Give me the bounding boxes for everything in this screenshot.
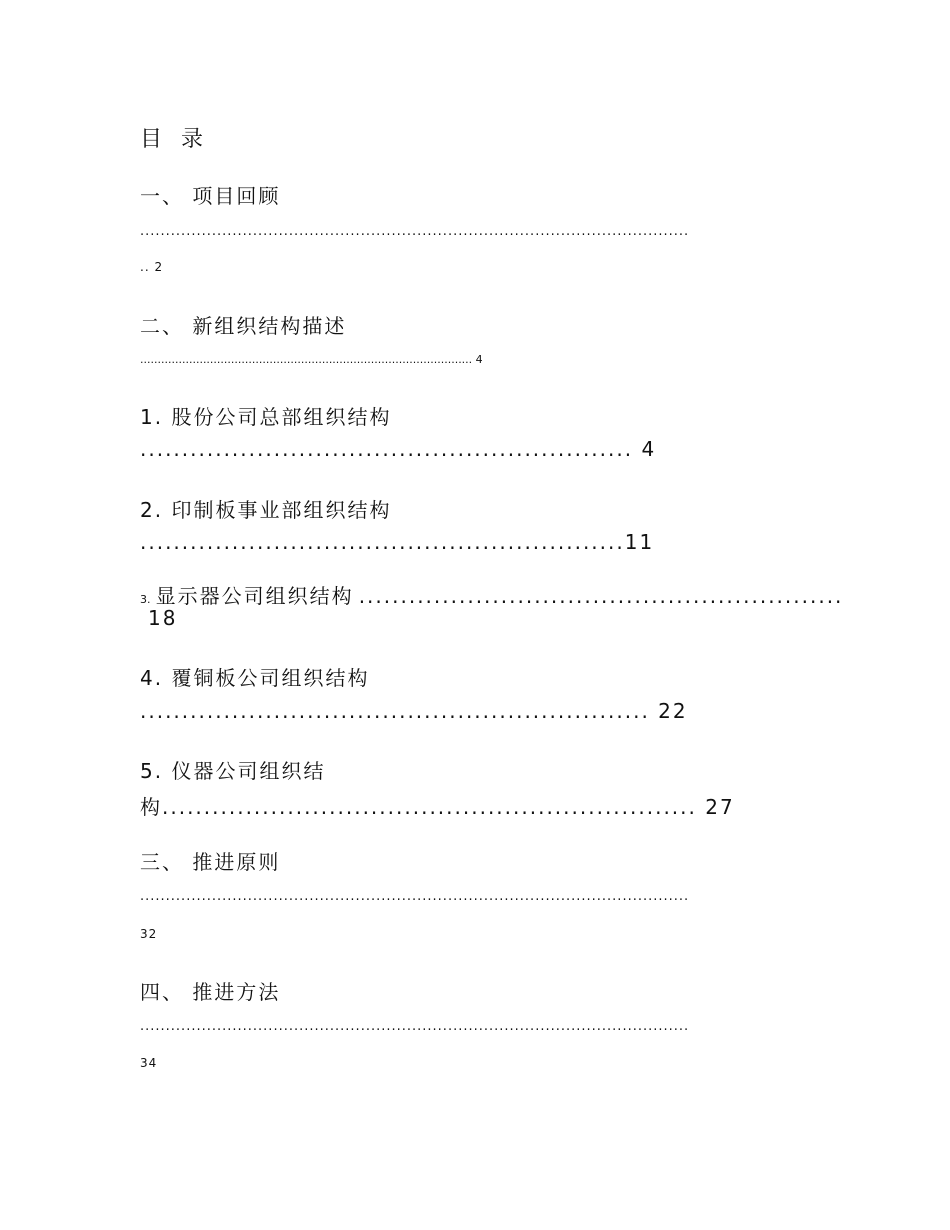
toc-entry-1-leader: ........................................................... 4 xyxy=(140,437,657,461)
toc-section-2-heading[interactable]: 二、 新组织结构描述 xyxy=(140,314,347,338)
toc-section-1-heading[interactable]: 一、 项目回顾 xyxy=(140,184,281,208)
toc-entry-3-number: 3. xyxy=(140,593,151,606)
toc-entry-2-leader: ..........................................................11 xyxy=(140,530,655,554)
toc-entry-5-heading[interactable]: 5. 仪器公司组织结 xyxy=(140,759,326,783)
toc-section-3-page: 32 xyxy=(140,927,158,941)
toc-entry-2-heading[interactable]: 2. 印制板事业部组织结构 xyxy=(140,498,392,522)
toc-entry-4-heading[interactable]: 4. 覆铜板公司组织结构 xyxy=(140,666,370,690)
toc-entry-5-continuation: 构 xyxy=(140,795,162,819)
toc-entry-4-leader: ............................................................. 22 xyxy=(140,699,688,723)
toc-section-3-heading[interactable]: 三、 推进原则 xyxy=(140,850,281,874)
toc-entry-5-line xyxy=(140,791,735,820)
toc-entry-3-page: 18 xyxy=(148,606,178,630)
toc-section-4-heading[interactable]: 四、 推进方法 xyxy=(140,980,281,1004)
toc-section-4-leader: ........................................................................................................... xyxy=(140,1019,690,1034)
toc-section-4-page: 34 xyxy=(140,1056,158,1070)
toc-entry-5-leader: ................................................................ 27 xyxy=(162,795,735,819)
toc-section-3-leader: ........................................................................................................... xyxy=(140,889,690,904)
toc-entry-3-line[interactable] xyxy=(140,580,843,609)
toc-title: 目 录 xyxy=(140,127,209,152)
toc-section-1-leader: ........................................................................................................... xyxy=(140,224,690,239)
toc-section-2-leader: ............................................................................................... 4 xyxy=(140,353,483,366)
toc-entry-3-heading: 显示器公司组织结构 xyxy=(155,584,354,608)
toc-entry-3-leader: .......................................................... xyxy=(358,584,844,608)
toc-entry-1-heading[interactable]: 1. 股份公司总部组织结构 xyxy=(140,405,392,429)
toc-section-1-page: .. 2 xyxy=(140,260,164,274)
